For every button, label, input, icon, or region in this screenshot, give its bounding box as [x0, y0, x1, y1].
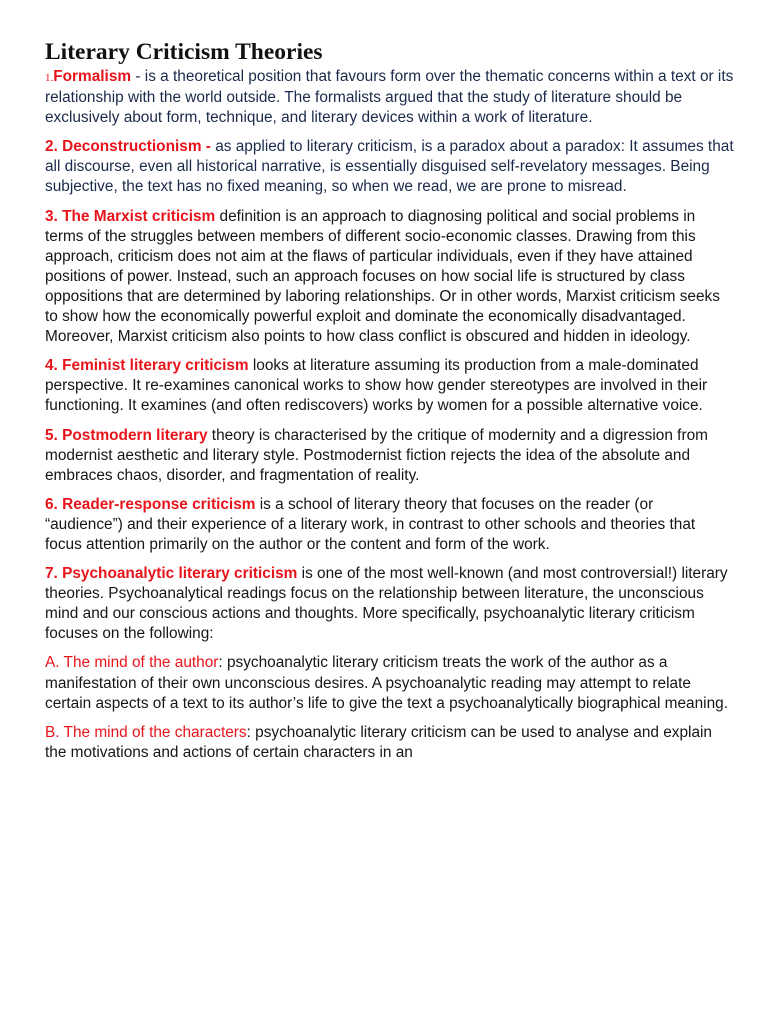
paragraph-text: - is a theoretical position that favours form over the thematic concerns within a text or its relationship with the world outside. The formalists argued that the study of literature should be exclusively about form, technique, and literary devices within a work of literature.: [45, 68, 734, 127]
term-formalism: Formalism: [53, 68, 132, 85]
paragraph-psychoanalytic: [45, 564, 735, 644]
term-mind-of-author: A. The mind of the author: [45, 654, 219, 672]
paragraph-feminist: [45, 356, 735, 416]
paragraph-text: theory is characterised by the critique of modernity and a digression from modernist aesthetic and literary style. Postmodernist fiction rejects the idea of the absolute and embraces chaos, disorder, and fragmentation of reality.: [45, 426, 708, 484]
paragraph-formalism: [45, 67, 735, 128]
paragraph-text: looks at literature assuming its production from a male-dominated perspective. It re-examines canonical works to show how gender stereotypes are involved in their functioning. It examines (and often rediscovers) works by women for a possible alternative voice.: [45, 357, 708, 415]
term-deconstructionism: 2. Deconstructionism -: [45, 138, 211, 156]
term-psychoanalytic: 7. Psychoanalytic literary criticism: [45, 565, 298, 583]
paragraph-text: definition is an approach to diagnosing political and social problems in terms of the struggles between members of different socio-economic classes. Drawing from this approach, criticism does not aim at the flaws of particular individuals, even if they have attained positions of power. Instead, such an approach focuses on how social life is structured by class oppositions that are determined by laboring relationships. Or in other words, Marxist criticism seeks to show how the economically powerful exploit and dominate the economically disadvantaged. Moreover, Marxist criticism also points to how class conflict is obscured and hidden in ideology.: [45, 207, 720, 346]
term-marxist: 3. The Marxist criticism: [45, 207, 216, 225]
paragraph-text: : psychoanalytic literary criticism treats the work of the author as a manifestation of their own unconscious desires. A psychoanalytic reading may attempt to relate certain aspects of a text to its author’s life to give the text a psychoanalytically biographical meaning.: [45, 654, 728, 712]
term-feminist: 4. Feminist literary criticism: [45, 357, 249, 375]
paragraph-text: is one of the most well-known (and most controversial!) literary theories. Psychoanalytical readings focus on the relationship between literature, the unconscious mind and our conscious actions and thoughts. More specifically, psychoanalytic literary criticism focuses on the following:: [45, 565, 728, 643]
paragraph-text: is a school of literary theory that focuses on the reader (or “audience”) and their experience of a literary work, in contrast to other schools and theories that focus attention primarily on the author or the content and form of the work.: [45, 495, 696, 553]
term-postmodern: 5. Postmodern literary: [45, 426, 208, 444]
document-title: Literary Criticism Theories: [45, 39, 323, 65]
paragraph-mind-of-author: [45, 653, 735, 713]
item-number: 1.: [45, 72, 54, 84]
paragraph-reader-response: [45, 495, 735, 555]
term-reader-response: 6. Reader-response criticism: [45, 495, 256, 513]
paragraph-marxist: [45, 207, 735, 348]
paragraph-deconstructionism: [45, 137, 735, 197]
paragraph-text: : psychoanalytic literary criticism can be used to analyse and explain the motivations and actions of certain characters in an: [45, 723, 712, 761]
document-page: [45, 38, 735, 772]
paragraph-postmodern: [45, 426, 735, 486]
paragraph-mind-of-characters: [45, 723, 735, 763]
term-mind-of-characters: B. The mind of the characters: [45, 723, 247, 741]
paragraph-text: as applied to literary criticism, is a paradox about a paradox: It assumes that all discourse, even all historical narrative, is essentially disguised self-revelatory messages. Being subjective, the text has no fixed meaning, so when we read, we are prone to misread.: [45, 138, 734, 196]
